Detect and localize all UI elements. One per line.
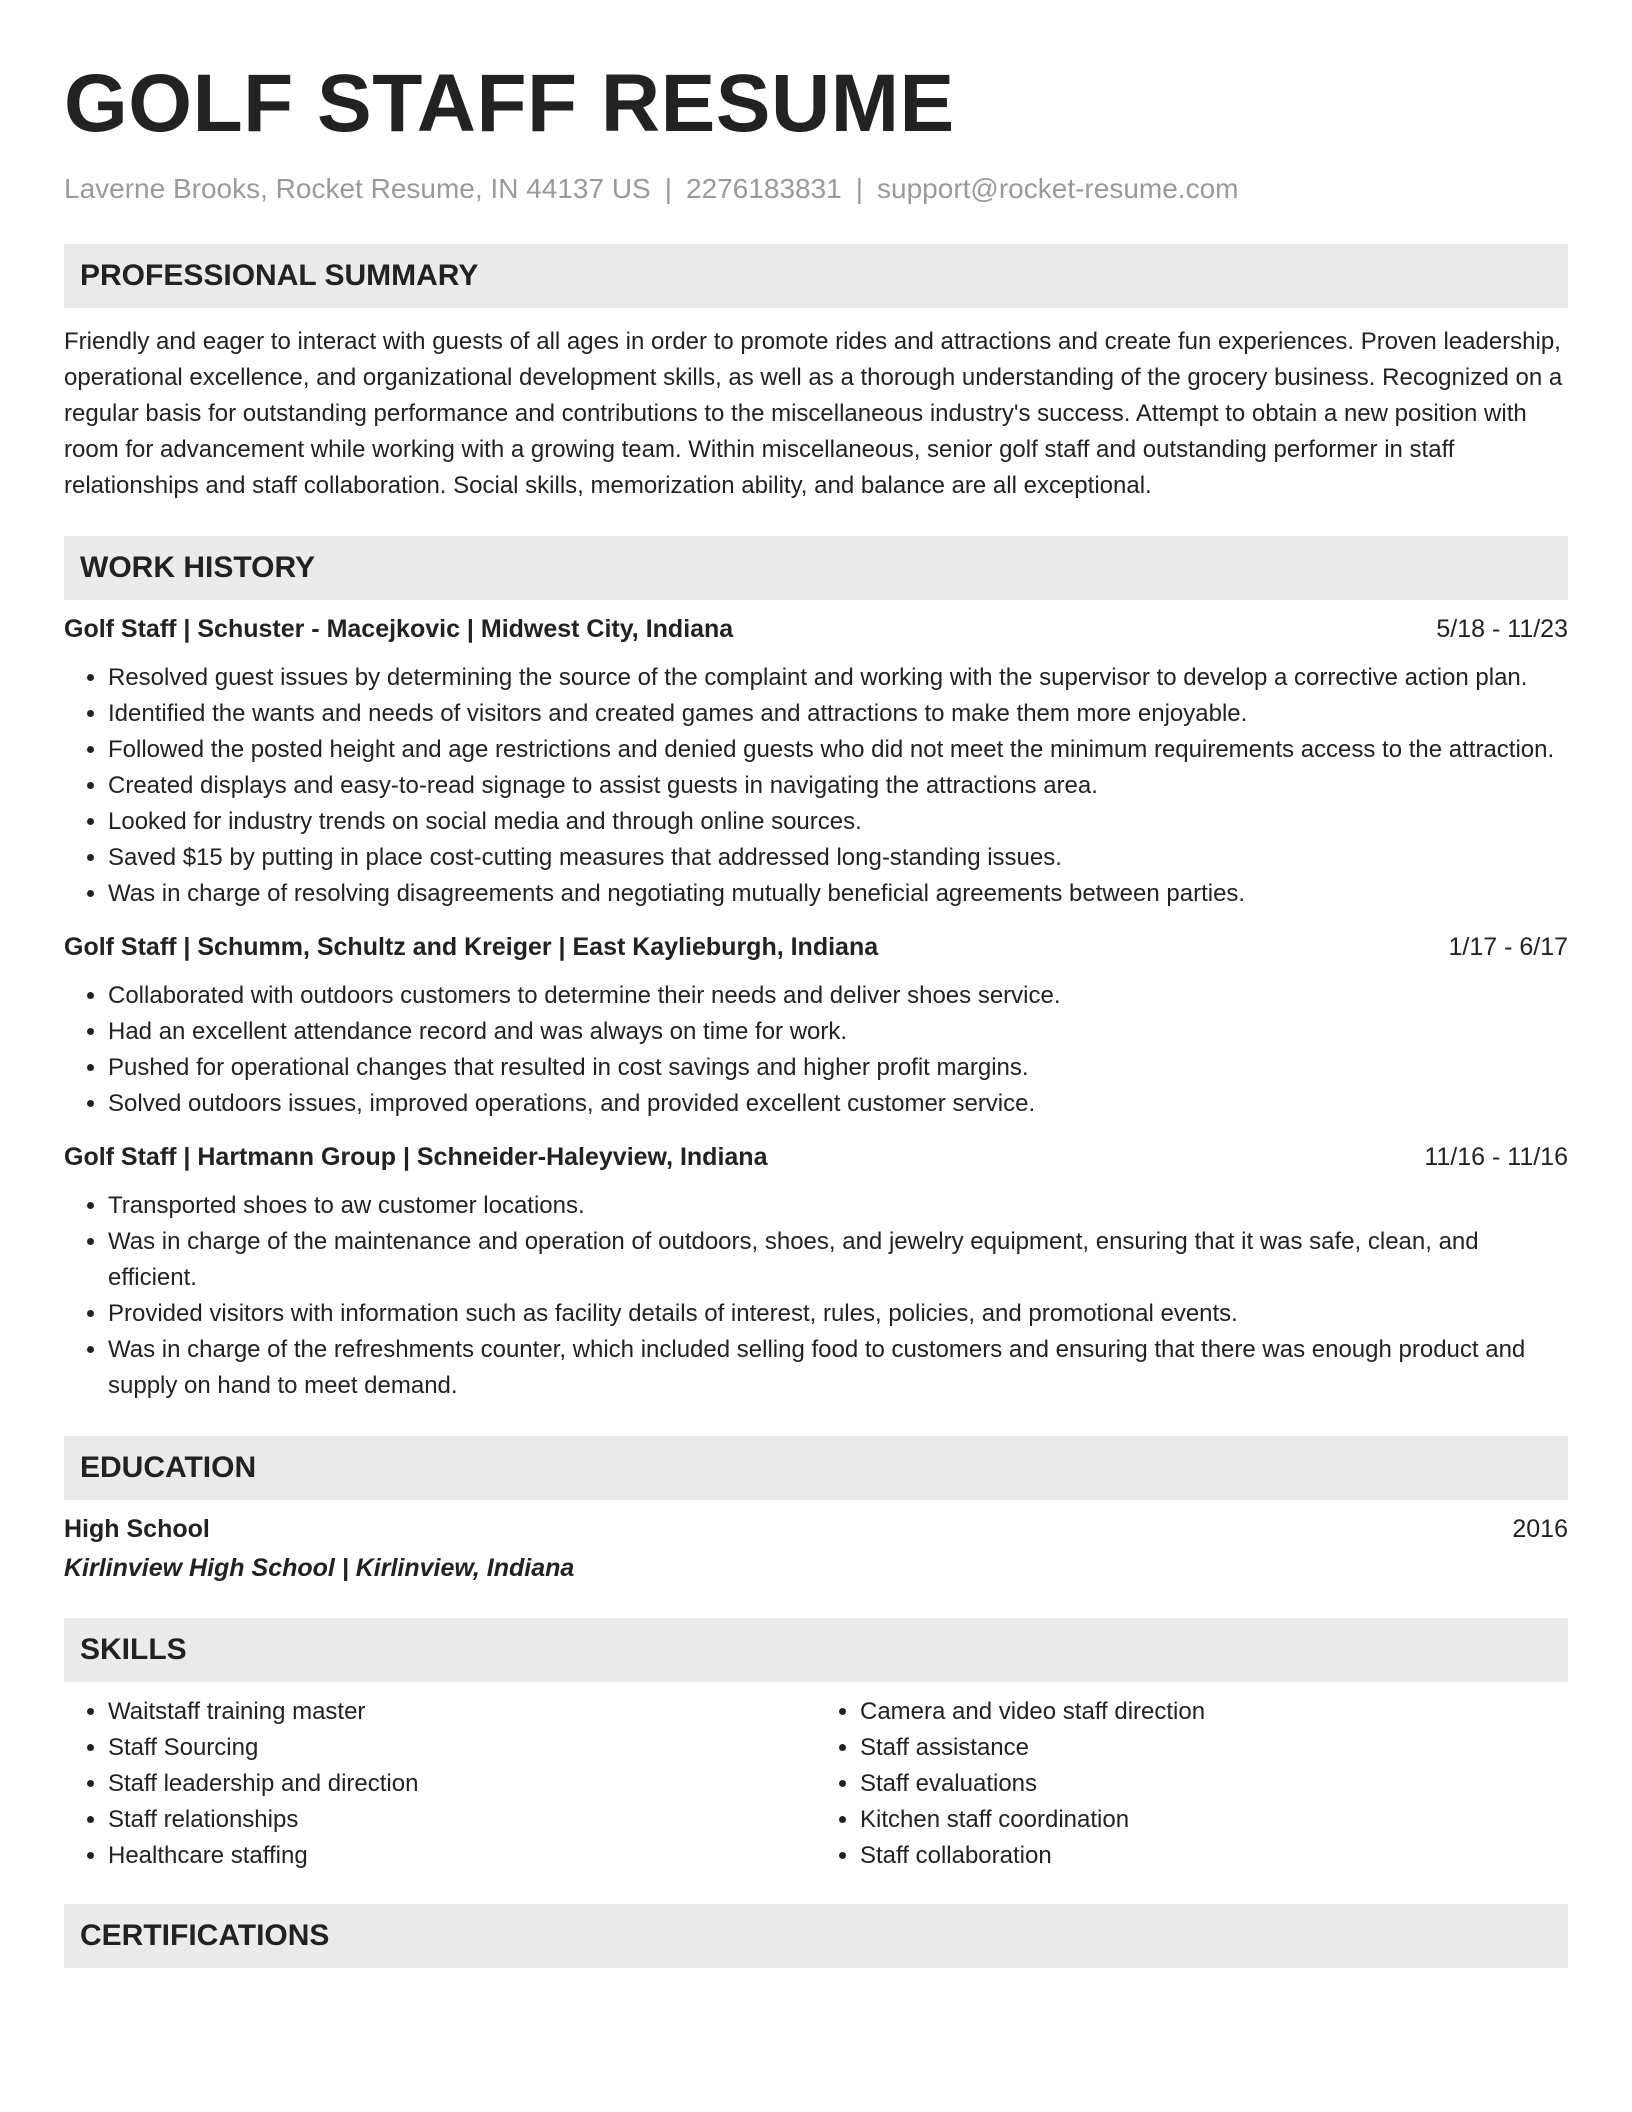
skill-item: • Staff collaboration xyxy=(860,1838,1568,1874)
job-bullet: • Resolved guest issues by determining the source of the complaint and working with the supervisor to develop a corrective action plan. xyxy=(108,660,1568,696)
skills-column-right xyxy=(816,1694,1568,1874)
job-title: Golf Staff | Hartmann Group | Schneider-Haleyview, Indiana xyxy=(64,1143,768,1171)
job-bullet: • Solved outdoors issues, improved operations, and provided excellent customer service. xyxy=(108,1086,1568,1122)
contact-separator: | xyxy=(664,173,673,204)
skills-column-left xyxy=(64,1694,816,1874)
job-dates: 11/16 - 11/16 xyxy=(1424,1143,1568,1171)
skill-item: • Staff relationships xyxy=(108,1802,816,1838)
job-bullet: • Provided visitors with information such as facility details of interest, rules, policies, and promotional events. xyxy=(108,1296,1568,1332)
education-year: 2016 xyxy=(1512,1515,1568,1543)
job-header xyxy=(64,612,1568,646)
job-bullet: • Created displays and easy-to-read signage to assist guests in navigating the attractions area. xyxy=(108,768,1568,804)
education-degree: High School xyxy=(64,1515,210,1543)
skills-grid xyxy=(64,1694,1568,1874)
section-heading-work-history: WORK HISTORY xyxy=(64,536,1568,600)
skill-item: • Staff evaluations xyxy=(860,1766,1568,1802)
skill-item: • Staff assistance xyxy=(860,1730,1568,1766)
job-bullet: • Identified the wants and needs of visitors and created games and attractions to make them more enjoyable. xyxy=(108,696,1568,732)
job-bullet: • Was in charge of resolving disagreements and negotiating mutually beneficial agreements between parties. xyxy=(108,876,1568,912)
education-school: Kirlinview High School | Kirlinview, Indiana xyxy=(64,1554,575,1582)
contact-separator: | xyxy=(855,173,864,204)
education-header xyxy=(64,1512,1568,1546)
job-bullets xyxy=(64,978,1568,1122)
job-entry xyxy=(64,612,1568,912)
job-bullets xyxy=(64,660,1568,912)
contact-line xyxy=(64,172,1568,206)
resume-title: GOLF STAFF RESUME xyxy=(64,58,955,149)
section-heading-skills: SKILLS xyxy=(64,1618,1568,1682)
job-bullet: • Was in charge of the maintenance and operation of outdoors, shoes, and jewelry equipment, ensuring that it was safe, clean, and efficient. xyxy=(108,1224,1568,1296)
job-bullet: • Saved $15 by putting in place cost-cutting measures that addressed long-standing issues. xyxy=(108,840,1568,876)
job-bullet: • Collaborated with outdoors customers to determine their needs and deliver shoes service. xyxy=(108,978,1568,1014)
job-bullet: • Transported shoes to aw customer locations. xyxy=(108,1188,1568,1224)
job-title: Golf Staff | Schumm, Schultz and Kreiger | East Kaylieburgh, Indiana xyxy=(64,933,879,961)
job-title: Golf Staff | Schuster - Macejkovic | Midwest City, Indiana xyxy=(64,615,734,643)
job-entry xyxy=(64,930,1568,1122)
section-heading-certifications: CERTIFICATIONS xyxy=(64,1904,1568,1968)
contact-email: support@rocket-resume.com xyxy=(877,173,1239,204)
job-dates: 1/17 - 6/17 xyxy=(1448,933,1568,961)
job-bullet: • Followed the posted height and age restrictions and denied guests who did not meet the minimum requirements access to the attraction. xyxy=(108,732,1568,768)
skill-item: • Camera and video staff direction xyxy=(860,1694,1568,1730)
job-header xyxy=(64,1140,1568,1174)
job-bullet: • Had an excellent attendance record and was always on time for work. xyxy=(108,1014,1568,1050)
job-bullet: • Pushed for operational changes that resulted in cost savings and higher profit margins. xyxy=(108,1050,1568,1086)
job-dates: 5/18 - 11/23 xyxy=(1436,615,1568,643)
skill-item: • Healthcare staffing xyxy=(108,1838,816,1874)
skill-item: • Staff Sourcing xyxy=(108,1730,816,1766)
job-bullets xyxy=(64,1188,1568,1404)
section-heading-summary: PROFESSIONAL SUMMARY xyxy=(64,244,1568,308)
contact-phone: 2276183831 xyxy=(686,173,842,204)
summary-text: Friendly and eager to interact with guests of all ages in order to promote rides and attractions and create fun experiences. Proven leadership, operational excellence, and organizational development skills, as well as a thorough understanding of the grocery business. Recognized on a regular basis for outstanding performance and contributions to the miscellaneous industry's success. Attempt to obtain a new position with room for advancement while working with a growing team. Within miscellaneous, senior golf staff and outstanding performer in staff relationships and staff collaboration. Social skills, memorization ability, and balance are all exceptional. xyxy=(64,328,1563,499)
section-heading-education: EDUCATION xyxy=(64,1436,1568,1500)
job-bullet: • Looked for industry trends on social media and through online sources. xyxy=(108,804,1568,840)
skill-item: • Kitchen staff coordination xyxy=(860,1802,1568,1838)
contact-address: Laverne Brooks, Rocket Resume, IN 44137 US xyxy=(64,173,651,204)
job-header xyxy=(64,930,1568,964)
education-entry xyxy=(64,1512,1568,1586)
skill-item: • Staff leadership and direction xyxy=(108,1766,816,1802)
skill-item: • Waitstaff training master xyxy=(108,1694,816,1730)
job-entry xyxy=(64,1140,1568,1404)
job-bullet: • Was in charge of the refreshments counter, which included selling food to customers and ensuring that there was enough product and supply on hand to meet demand. xyxy=(108,1332,1568,1404)
